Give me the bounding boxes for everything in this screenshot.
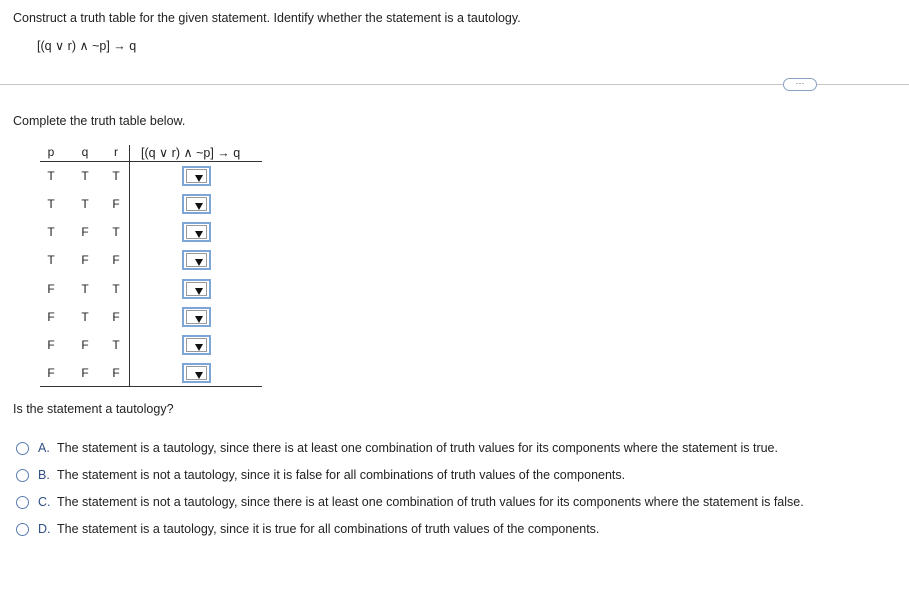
cell-r: F <box>112 197 120 211</box>
option-text: The statement is a tautology, since it is true for all combinations of truth values of the components. <box>57 522 600 536</box>
dropdown-arrow-icon <box>195 203 203 210</box>
option-text: The statement is not a tautology, since it is false for all combinations of truth values of the components. <box>57 468 626 482</box>
cell-r: F <box>112 310 120 324</box>
cell-r: F <box>112 366 120 380</box>
truth-value-select[interactable] <box>182 279 211 299</box>
more-button[interactable]: ··· <box>783 78 817 91</box>
cell-r: T <box>112 169 120 183</box>
truth-value-select[interactable] <box>182 250 211 270</box>
header-expression: [(q ∨ r) ∧ ~p] → q <box>141 146 241 160</box>
cell-q: T <box>81 169 89 183</box>
header-r: r <box>114 145 118 159</box>
cell-p: F <box>47 366 55 380</box>
cell-p: T <box>47 169 55 183</box>
cell-p: F <box>47 310 55 324</box>
cell-q: F <box>81 366 89 380</box>
cell-q: F <box>81 338 89 352</box>
option-letter: D. <box>38 522 51 536</box>
divider <box>0 84 909 85</box>
truth-value-select[interactable] <box>182 307 211 327</box>
cell-q: T <box>81 282 89 296</box>
cell-p: T <box>47 225 55 239</box>
option-text: The statement is a tautology, since there is at least one combination of truth values for its components where the statement is true. <box>57 441 778 455</box>
column-divider <box>129 145 130 386</box>
dropdown-arrow-icon <box>195 231 203 238</box>
cell-p: F <box>47 282 55 296</box>
statement-expression: [(q ∨ r) ∧ ~p] → q <box>37 39 137 53</box>
cell-r: T <box>112 225 120 239</box>
dropdown-arrow-icon <box>195 372 203 379</box>
truth-value-select[interactable] <box>182 166 211 186</box>
truth-value-select[interactable] <box>182 194 211 214</box>
radio-button[interactable] <box>16 469 29 482</box>
complete-table-label: Complete the truth table below. <box>13 114 186 128</box>
cell-q: F <box>81 225 89 239</box>
option-text: The statement is not a tautology, since there is at least one combination of truth values for its components where the statement is false. <box>57 495 804 509</box>
dropdown-arrow-icon <box>195 316 203 323</box>
dropdown-arrow-icon <box>195 175 203 182</box>
header-p: p <box>47 145 55 159</box>
dropdown-arrow-icon <box>195 344 203 351</box>
header-rule <box>40 161 262 162</box>
truth-value-select[interactable] <box>182 222 211 242</box>
cell-q: T <box>81 197 89 211</box>
dropdown-arrow-icon <box>195 259 203 266</box>
truth-value-select[interactable] <box>182 363 211 383</box>
cell-r: F <box>112 253 120 267</box>
radio-button[interactable] <box>16 496 29 509</box>
cell-q: T <box>81 310 89 324</box>
cell-p: T <box>47 253 55 267</box>
table-bottom-rule <box>40 386 262 387</box>
header-q: q <box>81 145 89 159</box>
truth-value-select[interactable] <box>182 335 211 355</box>
question-text: Is the statement a tautology? <box>13 402 174 416</box>
option-letter: C. <box>38 495 51 509</box>
option-letter: B. <box>38 468 50 482</box>
instruction-text: Construct a truth table for the given statement. Identify whether the statement is a tautology. <box>13 11 521 25</box>
cell-q: F <box>81 253 89 267</box>
cell-r: T <box>112 338 120 352</box>
dropdown-arrow-icon <box>195 288 203 295</box>
radio-button[interactable] <box>16 523 29 536</box>
cell-p: F <box>47 338 55 352</box>
cell-r: T <box>112 282 120 296</box>
radio-button[interactable] <box>16 442 29 455</box>
cell-p: T <box>47 197 55 211</box>
option-letter: A. <box>38 441 50 455</box>
